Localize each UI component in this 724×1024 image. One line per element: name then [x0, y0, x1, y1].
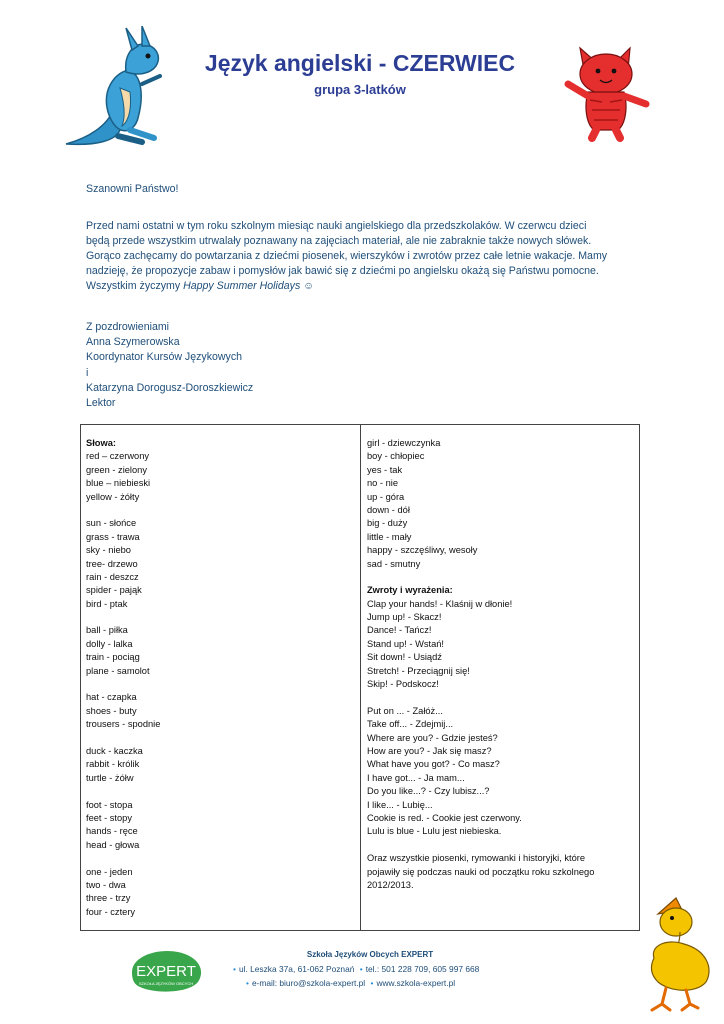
vocab-word: yes - tak [367, 464, 403, 475]
bullet-icon: • [359, 964, 363, 974]
vocab-phrase: Clap your hands! - Klaśnij w dłonie! [367, 598, 513, 609]
vocab-word: tree- drzewo [86, 558, 138, 569]
footer-address: ul. Leszka 37a, 61-062 Poznań [238, 964, 355, 974]
vocab-phrase: Where are you? - Gdzie jesteś? [367, 732, 498, 743]
vocab-phrase: How are you? - Jak się masz? [367, 745, 492, 756]
vocab-word: three - trzy [86, 893, 131, 904]
logo-subtext: SZKOŁA JĘZYKÓW OBCYCH [138, 981, 194, 986]
vocab-word: up - góra [367, 491, 405, 502]
vocab-word: bird - ptak [86, 598, 128, 609]
vocab-phrase: I like... - Lubię... [367, 799, 433, 810]
vocab-word: feet - stopy [86, 812, 132, 823]
vocab-word: rain - deszcz [86, 571, 139, 582]
vocab-word: hat - czapka [86, 692, 137, 703]
words-heading: Słowa: [86, 438, 116, 448]
page-title: Język angielski - CZERWIEC [204, 50, 516, 76]
vocab-word: foot - stopa [86, 799, 133, 810]
vocab-word: little - mały [367, 531, 412, 542]
cat-illustration [560, 44, 654, 142]
vocab-word: ball - piłka [86, 625, 128, 636]
smiley-icon: ☺ [303, 280, 315, 292]
vocab-word: big - duży [367, 518, 408, 529]
vocab-word: hands - ręce [86, 826, 138, 837]
vocab-word: happy - szczęśliwy, wesoły [367, 545, 478, 556]
vocab-word: red – czerwony [86, 451, 150, 462]
vocab-word: yellow - żółty [86, 491, 140, 502]
wishes-italic: Happy Summer Holidays [183, 280, 301, 292]
bullet-icon: • [246, 978, 249, 988]
vocab-word: sad - smutny [367, 558, 421, 569]
letter-body-line: będą przede wszystkim utrwalały poznawany na zajęciach materiał, ale nie zabraknie także nowych słówek. [86, 235, 592, 247]
vocab-word: shoes - buty [86, 705, 137, 716]
vocab-word: blue – niebieski [86, 478, 151, 489]
logo-text: EXPERT [136, 963, 196, 980]
vocab-phrase: Stretch! - Przeciągnij się! [367, 665, 470, 676]
vocab-word: girl - dziewczynka [367, 438, 441, 448]
vocab-word: no - nie [367, 478, 399, 489]
duck-illustration [636, 896, 720, 1014]
letter-body-line: Gorąco zachęcamy do powtarzania z dziećmi piosenek, wierszyków i zwrotów przez całe letnie wakacje. Mamy [86, 250, 608, 262]
vocab-word: trousers - spodnie [86, 719, 161, 730]
wishes-prefix: Wszystkim życzymy [86, 280, 184, 292]
vocab-phrase: Skip! - Podskocz! [367, 679, 439, 690]
vocab-column-divider [360, 424, 361, 931]
vocab-phrase: Sit down! - Usiądź [367, 652, 442, 663]
vocab-phrase: Cookie is red. - Cookie jest czerwony. [367, 812, 522, 823]
letter-body-line: Przed nami ostatni w tym roku szkolnym miesiąc nauki angielskiego dla przedszkolaków. W czerwcu dzieci [86, 220, 587, 232]
vocab-word: four - cztery [86, 906, 136, 917]
vocab-word: green - zielony [86, 464, 147, 475]
footer-contact-line [230, 964, 479, 974]
footer-school-name: Szkoła Języków Obcych EXPERT [306, 950, 434, 959]
footer-email[interactable]: e-mail: biuro@szkola-expert.pl [251, 978, 366, 988]
signature-block [86, 320, 253, 411]
vocab-closing-line: 2012/2013. [367, 879, 414, 890]
bullet-icon: • [233, 964, 236, 974]
vocab-word: head - głowa [86, 839, 140, 850]
vocab-phrase: Lulu is blue - Lulu jest niebieska. [367, 826, 502, 837]
vocab-word: boy - chłopiec [367, 451, 425, 462]
vocab-word: rabbit - królik [86, 759, 140, 770]
vocab-phrase: Stand up! - Wstań! [367, 638, 444, 649]
letter-body [86, 219, 631, 294]
footer-online-line [243, 978, 455, 988]
signature-line: Anna Szymerowska [86, 336, 180, 349]
vocab-word: spider - pająk [86, 585, 142, 596]
vocab-word: one - jeden [86, 866, 133, 877]
letter-body-line: nadzieję, że propozycje zabaw i pomysłów jak bawić się z dziećmi po angielsku okażą się Państwu pomocne. [86, 265, 599, 277]
vocab-word: two - dwa [86, 879, 126, 890]
letter-greeting: Szanowni Państwo! [86, 183, 179, 195]
vocab-word: sky - niebo [86, 545, 131, 556]
footer-web[interactable]: www.szkola-expert.pl [376, 978, 456, 988]
bullet-icon: • [370, 978, 374, 988]
vocab-phrase: Jump up! - Skacz! [367, 612, 442, 623]
vocab-word: grass - trawa [86, 531, 140, 542]
expert-logo [128, 948, 206, 994]
vocab-right-column [367, 437, 632, 892]
kangaroo-illustration [58, 26, 170, 150]
signature-line: Z pozdrowieniami [86, 321, 170, 333]
vocab-word: sun - słońce [86, 518, 137, 529]
page-subtitle: grupa 3-latków [314, 82, 406, 97]
vocab-closing-line: Oraz wszystkie piosenki, rymowanki i historyjki, które [367, 853, 586, 864]
signature-line: Koordynator Kursów Językowych [86, 351, 243, 364]
vocab-phrase: What have you got? - Co masz? [367, 759, 500, 770]
letter-wishes [86, 279, 631, 294]
signature-line: Katarzyna Dorogusz-Doroszkiewicz [86, 381, 254, 394]
vocab-word: turtle - żółw [86, 772, 134, 783]
vocab-word: plane - samolot [86, 665, 150, 676]
vocab-phrase: I have got... - Ja mam... [367, 772, 465, 783]
vocab-phrase: Do you like...? - Czy lubisz...? [367, 786, 490, 797]
footer-phone: tel.: 501 228 709, 605 997 668 [365, 964, 480, 974]
vocab-phrase: Dance! - Tańcz! [367, 625, 432, 636]
vocab-word: train - pociąg [86, 652, 140, 663]
signature-line: Lektor [86, 396, 116, 409]
signature-line: i [86, 366, 89, 379]
vocab-phrase: Take off... - Zdejmij... [367, 719, 454, 730]
phrases-heading: Zwroty i wyrażenia: [367, 585, 453, 596]
vocab-left-column [86, 437, 160, 919]
vocab-word: down - dół [367, 504, 410, 515]
vocab-word: duck - kaczka [86, 745, 143, 756]
vocab-phrase: Put on ... - Załóż... [367, 705, 443, 716]
vocab-closing-line: pojawiły się podczas nauki od początku roku szkolnego [367, 866, 595, 877]
vocab-word: dolly - lalka [86, 638, 133, 649]
